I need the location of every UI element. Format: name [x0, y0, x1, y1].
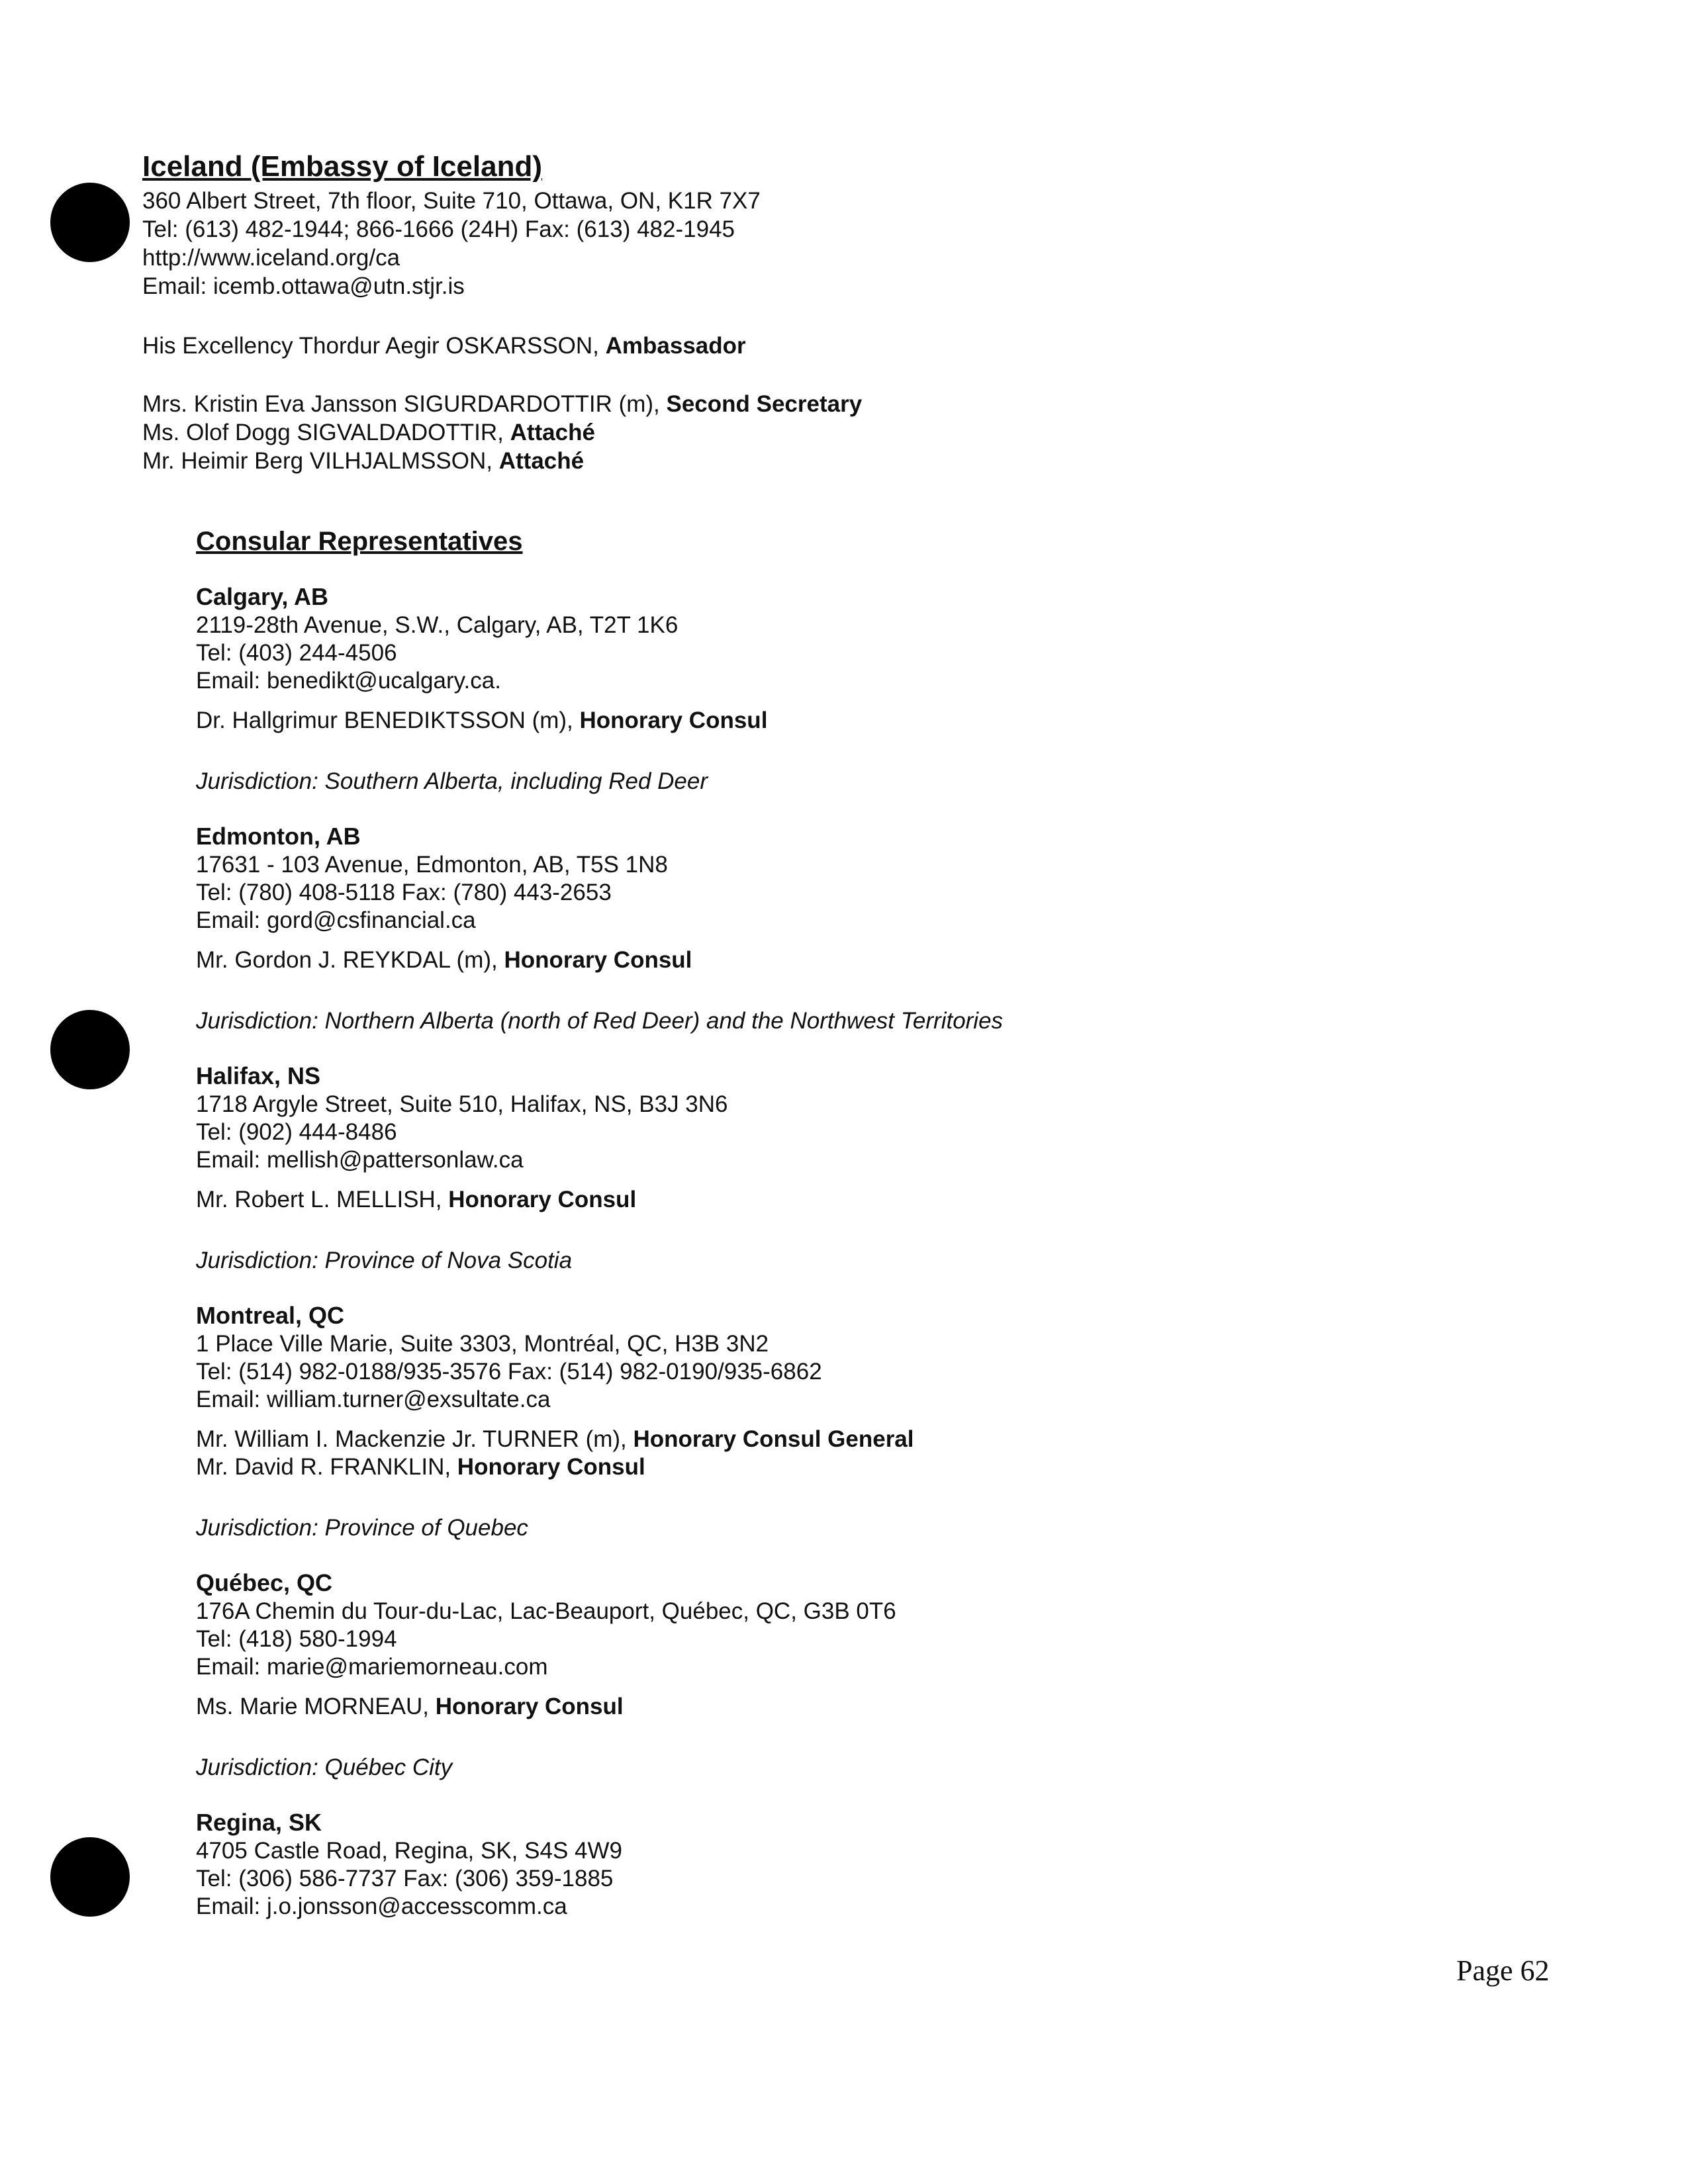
consular-heading: Consular Representatives [196, 527, 523, 556]
embassy-website: http://www.iceland.org/ca [142, 245, 400, 271]
office-email: Email: benedikt@ucalgary.ca. [196, 668, 501, 694]
office-city: Edmonton, AB [196, 823, 361, 850]
office-address: 1718 Argyle Street, Suite 510, Halifax, NS, B3J 3N6 [196, 1091, 728, 1117]
office-city: Montreal, QC [196, 1302, 345, 1329]
office-address: 17631 - 103 Avenue, Edmonton, AB, T5S 1N8 [196, 852, 668, 878]
office-staff-line [196, 1426, 1454, 1453]
office-address: 1 Place Ville Marie, Suite 3303, Montréal, QC, H3B 3N2 [196, 1331, 769, 1357]
staff-name: Ms. Olof Dogg SIGVALDADOTTIR, [142, 420, 510, 445]
consular-office-halifax [196, 1062, 1454, 1275]
office-city: Regina, SK [196, 1809, 322, 1836]
office-city: Calgary, AB [196, 583, 329, 610]
punch-hole-bottom [50, 1837, 130, 1917]
office-jurisdiction: Jurisdiction: Province of Quebec [196, 1515, 528, 1541]
consular-office-quebec [196, 1569, 1454, 1782]
staff-name: Mr. Heimir Berg VILHJALMSSON, [142, 448, 499, 474]
staff-name: Mr. Gordon J. REYKDAL (m), [196, 947, 504, 973]
staff-name: Ms. Marie MORNEAU, [196, 1694, 436, 1719]
office-staff-line [196, 707, 1454, 735]
staff-name: Mr. William I. Mackenzie Jr. TURNER (m), [196, 1426, 633, 1452]
office-address: 2119-28th Avenue, S.W., Calgary, AB, T2T 1K6 [196, 612, 679, 638]
office-phone: Tel: (902) 444-8486 [196, 1119, 397, 1145]
office-phone: Tel: (514) 982-0188/935-3576 Fax: (514) 982-0190/935-6862 [196, 1359, 822, 1385]
embassy-section [142, 150, 1400, 475]
office-phone: Tel: (418) 580-1994 [196, 1626, 397, 1652]
office-city: Québec, QC [196, 1569, 333, 1596]
staff-name: Dr. Hallgrimur BENEDIKTSSON (m), [196, 707, 580, 733]
office-staff-line [196, 1693, 1454, 1721]
embassy-staff-line [142, 447, 1400, 475]
office-jurisdiction: Jurisdiction: Southern Alberta, including Red Deer [196, 768, 708, 794]
staff-name: Mr. David R. FRANKLIN, [196, 1454, 457, 1480]
office-phone: Tel: (403) 244-4506 [196, 640, 397, 666]
office-staff-line [196, 1186, 1454, 1214]
office-address: 4705 Castle Road, Regina, SK, S4S 4W9 [196, 1838, 622, 1864]
staff-title: Attaché [498, 448, 585, 474]
consular-office-edmonton [196, 822, 1454, 1035]
embassy-address: 360 Albert Street, 7th floor, Suite 710, Ottawa, ON, K1R 7X7 [142, 188, 761, 214]
office-email: Email: william.turner@exsultate.ca [196, 1387, 551, 1412]
consular-office-montreal [196, 1301, 1454, 1542]
page-number: Page 62 [1456, 1954, 1550, 1987]
office-phone: Tel: (306) 586-7737 Fax: (306) 359-1885 [196, 1866, 614, 1891]
punch-hole-middle [50, 1010, 130, 1089]
consular-office-regina [196, 1808, 1454, 1921]
office-jurisdiction: Jurisdiction: Northern Alberta (north of Red Deer) and the Northwest Territories [196, 1008, 1004, 1034]
staff-name: Mrs. Kristin Eva Jansson SIGURDARDOTTIR (m), [142, 391, 667, 417]
office-email: Email: marie@mariemorneau.com [196, 1654, 548, 1680]
office-email: Email: j.o.jonsson@accesscomm.ca [196, 1893, 567, 1919]
office-staff-line [196, 946, 1454, 974]
punch-hole-top [50, 183, 130, 262]
office-city: Halifax, NS [196, 1062, 321, 1089]
staff-title: Honorary Consul [435, 1694, 624, 1719]
ambassador-name: His Excellency Thordur Aegir OSKARSSON, [142, 333, 606, 359]
office-jurisdiction: Jurisdiction: Québec City [196, 1754, 453, 1780]
embassy-email: Email: icemb.ottawa@utn.stjr.is [142, 273, 465, 299]
office-staff-line [196, 1453, 1454, 1481]
office-phone: Tel: (780) 408-5118 Fax: (780) 443-2653 [196, 880, 612, 905]
consular-section [196, 525, 1454, 1947]
office-address: 176A Chemin du Tour-du-Lac, Lac-Beauport, Québec, QC, G3B 0T6 [196, 1598, 896, 1624]
staff-name: Mr. Robert L. MELLISH, [196, 1187, 449, 1212]
office-email: Email: mellish@pattersonlaw.ca [196, 1147, 524, 1173]
staff-title: Attaché [510, 420, 595, 445]
ambassador-line [142, 332, 1400, 360]
consular-office-calgary [196, 582, 1454, 796]
office-email: Email: gord@csfinancial.ca [196, 907, 476, 933]
ambassador-title: Ambassador [605, 333, 746, 359]
embassy-phone: Tel: (613) 482-1944; 866-1666 (24H) Fax: (613) 482-1945 [142, 216, 735, 242]
embassy-staff-line [142, 390, 1400, 418]
staff-title: Honorary Consul [504, 947, 692, 973]
embassy-staff-line [142, 418, 1400, 447]
staff-title: Second Secretary [666, 391, 863, 417]
staff-title: Honorary Consul [579, 707, 768, 733]
staff-title: Honorary Consul [448, 1187, 637, 1212]
office-jurisdiction: Jurisdiction: Province of Nova Scotia [196, 1248, 573, 1273]
staff-title: Honorary Consul [457, 1454, 645, 1480]
staff-title: Honorary Consul General [633, 1426, 914, 1452]
embassy-title: Iceland (Embassy of Iceland) [142, 150, 542, 183]
